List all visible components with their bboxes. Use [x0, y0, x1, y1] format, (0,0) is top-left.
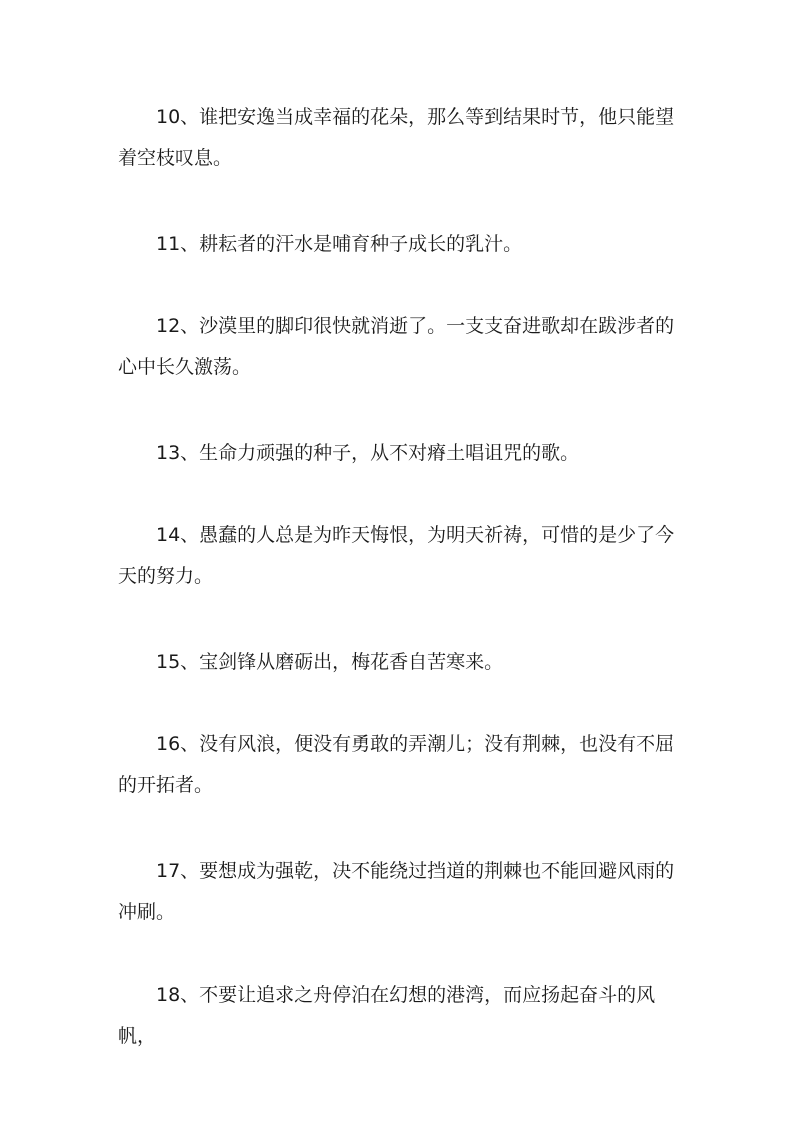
paragraph-14: 14、愚蠢的人总是为昨天悔恨，为明天祈祷，可惜的是少了今天的努力。: [118, 524, 675, 587]
paragraph-11: 11、耕耘者的汗水是哺育种子成长的乳汁。: [156, 233, 523, 255]
paragraph-15: 15、宝剑锋从磨砺出，梅花香自苦寒来。: [156, 651, 504, 673]
paragraph-12: 12、沙漠里的脚印很快就消逝了。一支支奋进歌却在跋涉者的心中长久激荡。: [118, 315, 675, 378]
paragraph-10: 10、谁把安逸当成幸福的花朵，那么等到结果时节，他只能望着空枝叹息。: [118, 106, 675, 169]
paragraph-13: 13、生命力顽强的种子，从不对瘠土唱诅咒的歌。: [156, 442, 580, 464]
paragraph-18: 18、不要让追求之舟停泊在幻想的港湾，而应扬起奋斗的风帆，: [118, 984, 656, 1047]
paragraph-16: 16、没有风浪，便没有勇敢的弄潮儿；没有荆棘，也没有不屈的开拓者。: [118, 733, 675, 796]
paragraph-17: 17、要想成为强乾，决不能绕过挡道的荆棘也不能回避风雨的冲刷。: [118, 860, 675, 923]
